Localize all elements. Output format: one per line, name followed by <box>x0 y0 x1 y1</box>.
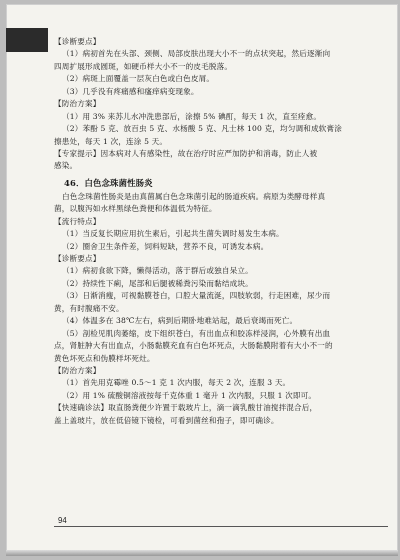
text-line: 四周扩展形成圆斑，如硬币样大小不一的皮毛脱落。 <box>54 61 233 71</box>
text-line: （3）几乎没有疼痛感和瘙痒病变现象。 <box>62 86 199 96</box>
text-line: 【诊断要点】 <box>54 254 101 263</box>
text-line: 【快速确诊法】取直肠粪便少许置于载玻片上，滴一滴乳酸甘油搅拌混合后， <box>54 403 318 413</box>
text-line: （5）剖检见肌肉萎缩，皮下组织苍白，有出血点和胶冻样浸润，心外膜有出血 <box>62 328 331 338</box>
page-bottom-edge <box>6 550 398 556</box>
text-line: 黄色坏死点和伪膜样坏死灶。 <box>54 353 155 363</box>
text-line: （2）持续性下痢，尾部和后腿被稀粪污染而黏结成块。 <box>62 278 253 288</box>
text-line: （2）病斑上面覆盖一层灰白色或白色皮屑。 <box>62 74 215 84</box>
text-line: （1）用 3% 来苏儿水冲洗患部后，涂擦 5% 碘酊，每天 1 次，直至痊愈。 <box>62 111 322 121</box>
text-line: （1）病初首先在头部、颈侧、局部皮肤出现大小不一的点状突起，然后逐渐向 <box>62 49 331 59</box>
text-line: （3）日渐消瘦，可视黏膜苍白，口腔大量流涎，四肢软弱，行走困难，尿少而 <box>62 291 331 301</box>
page-body-text <box>54 36 388 427</box>
text-line: 点，肾脏肿大有出血点，小肠黏膜充血有白色坏死点，大肠黏膜附着有大小不一的 <box>54 341 333 351</box>
text-line: 【防治方案】 <box>54 99 101 109</box>
text-line: 擦患处，每天 1 次，连涂 5 天。 <box>54 136 168 146</box>
text-line: （2）用 1% 硫酸铜溶液按每千克体重 1 毫升 1 次内服，只服 1 次即可。 <box>62 390 317 400</box>
page-number: 94 <box>58 516 67 525</box>
book-page <box>6 4 398 556</box>
text-line: （1）首先用克霉唑 0.5～1 克 1 次内服，每天 2 次，连服 3 天。 <box>62 378 291 388</box>
text-line: 黄，有时腹痛不安。 <box>54 303 124 313</box>
text-line: （2）圈舍卫生条件差，饲料短缺，营养不良，可诱发本病。 <box>62 241 269 251</box>
footer-rule <box>54 526 388 527</box>
text-line: （1）当反复长期应用抗生素后，引起共生菌失调时易发生本病。 <box>62 229 284 239</box>
text-line: （4）体温多在 38℃左右，病到后期卧地难站起，最后衰竭而死亡。 <box>62 316 298 326</box>
text-line: 【流行特点】 <box>54 216 101 226</box>
section-title: 46．白色念珠菌性肠炎 <box>64 177 153 188</box>
text-line: 感染。 <box>54 161 78 171</box>
text-line: （2）苯酚 5 克、放百虫 5 克、水杨酸 5 克、凡士林 100 克，均匀调和成软膏涂 <box>62 124 342 134</box>
text-line: 【专家提示】因本病对人有感染性，故在治疗时应严加防护和消毒，防止人被 <box>54 148 318 158</box>
text-line: 菌，以腹泻如水样黑绿色粪便和体温低为特征。 <box>54 204 217 214</box>
text-line: 白色念珠菌性肠炎是由真菌属白色念珠菌引起的肠道疾病。病原为类酵母样真 <box>62 191 326 201</box>
text-line: 【防治方案】 <box>54 365 101 375</box>
text-line: 盖上盖玻片，放在低倍镜下镜检，可看到菌丝和孢子，即可确诊。 <box>54 415 279 425</box>
page-corner-tab <box>6 28 48 52</box>
text-line: （1）病初食欲下降，懒得活动，落于群后或独自呆立。 <box>62 266 253 276</box>
text-line: 【诊断要点】 <box>54 37 101 46</box>
